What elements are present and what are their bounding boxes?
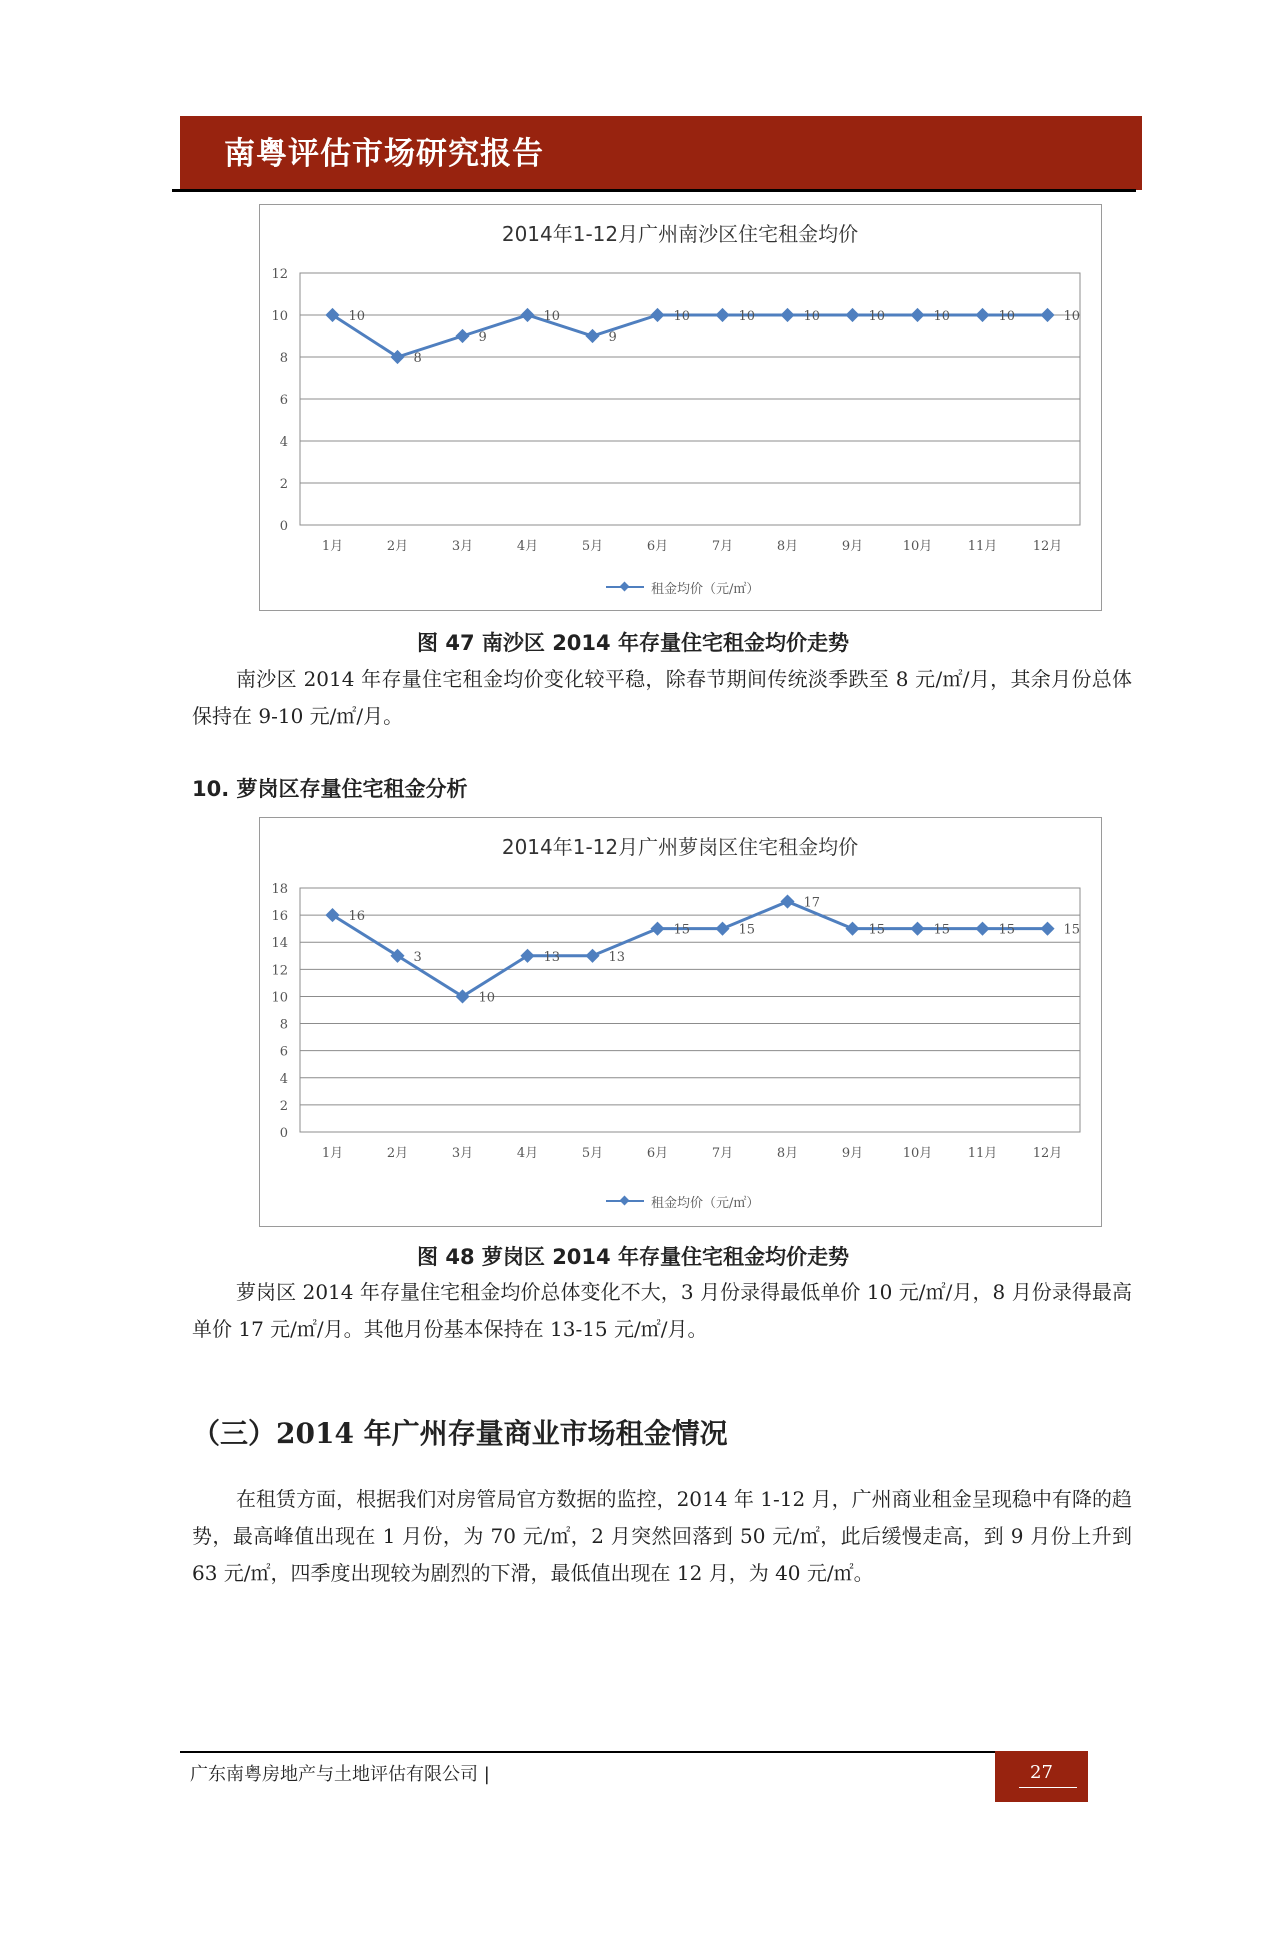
x-tick-label: 10月 <box>902 1146 933 1161</box>
x-tick-label: 7月 <box>711 1146 734 1161</box>
page-number: 27 <box>1030 1762 1053 1783</box>
data-point <box>1040 922 1054 936</box>
x-tick-label: 2月 <box>386 539 409 554</box>
y-tick-label: 0 <box>279 1126 288 1141</box>
data-point <box>975 308 989 322</box>
data-point <box>650 308 664 322</box>
data-point <box>585 329 599 343</box>
x-tick-label: 1月 <box>321 1146 344 1161</box>
x-tick-label: 12月 <box>1032 1146 1063 1161</box>
data-point <box>910 308 924 322</box>
footer-company: 广东南粤房地产与土地评估有限公司 | <box>190 1764 490 1785</box>
data-label: 10 <box>673 309 691 324</box>
data-label: 13 <box>608 949 626 965</box>
y-tick-label: 10 <box>271 990 288 1006</box>
x-tick-label: 3月 <box>451 1146 474 1161</box>
data-label: 15 <box>933 922 951 938</box>
y-tick-label: 2 <box>279 477 288 492</box>
y-tick-label: 8 <box>279 351 288 366</box>
legend-label: 租金均价（元/㎡） <box>651 582 760 597</box>
x-tick-label: 9月 <box>841 1146 864 1161</box>
data-label: 3 <box>413 949 422 965</box>
x-tick-label: 11月 <box>967 1146 998 1161</box>
y-tick-label: 4 <box>279 435 288 450</box>
commercial-rent-paragraph: 在租赁方面，根据我们对房管局官方数据的监控，2014 年 1-12 月，广州商业租金呈现稳中有降的趋势，最高峰值出现在 1 月份，为 70 元/㎡，2 月突然回落到 50 元/㎡，此后缓慢走高，到 9 月份上升到 63 元/㎡，四季度出现较为剧烈的下滑，最低值出现在 12 月，为 40 元/㎡。 <box>192 1487 1132 1585</box>
chart-luogang-svg <box>260 818 1101 1226</box>
x-tick-label: 10月 <box>902 539 933 554</box>
data-label: 10 <box>478 990 496 1006</box>
data-label: 15 <box>738 922 756 938</box>
data-point <box>325 908 339 922</box>
data-point <box>455 329 469 343</box>
y-tick-label: 6 <box>279 393 288 408</box>
data-label: 10 <box>738 309 756 324</box>
y-tick-label: 8 <box>279 1017 288 1033</box>
x-tick-label: 8月 <box>776 1146 799 1161</box>
y-tick-label: 4 <box>279 1071 288 1087</box>
x-tick-label: 12月 <box>1032 539 1063 554</box>
y-tick-label: 18 <box>271 882 288 897</box>
data-point <box>715 308 729 322</box>
x-tick-label: 4月 <box>516 1146 539 1161</box>
data-point <box>715 922 729 936</box>
legend-marker <box>620 1196 630 1206</box>
y-tick-label: 2 <box>279 1098 288 1114</box>
data-label: 15 <box>868 922 886 938</box>
page-number-underline <box>1019 1787 1077 1788</box>
y-tick-label: 14 <box>271 936 288 952</box>
chart-nansha-svg <box>260 205 1101 610</box>
data-point <box>845 922 859 936</box>
x-tick-label: 5月 <box>581 539 604 554</box>
data-label: 10 <box>933 309 951 324</box>
data-label: 10 <box>1063 309 1081 324</box>
data-label: 15 <box>1063 922 1081 938</box>
chart-luogang <box>259 817 1102 1227</box>
data-label: 15 <box>673 922 691 938</box>
y-tick-label: 6 <box>279 1044 288 1060</box>
data-point <box>520 949 534 963</box>
data-label: 17 <box>803 895 821 911</box>
data-point <box>520 308 534 322</box>
x-tick-label: 5月 <box>581 1146 604 1161</box>
x-tick-label: 6月 <box>646 539 669 554</box>
data-point <box>780 894 794 908</box>
y-tick-label: 12 <box>271 267 288 282</box>
header-rule <box>172 189 1136 192</box>
x-tick-label: 11月 <box>967 539 998 554</box>
data-label: 10 <box>543 309 561 324</box>
data-label: 10 <box>998 309 1016 324</box>
figure-caption-48: 图 48 萝岗区 2014 年存量住宅租金均价走势 <box>417 1245 849 1269</box>
figure-caption-47: 图 47 南沙区 2014 年存量住宅租金均价走势 <box>417 631 849 655</box>
data-label: 10 <box>868 309 886 324</box>
x-tick-label: 1月 <box>321 539 344 554</box>
y-tick-label: 16 <box>271 909 288 925</box>
data-label: 9 <box>608 330 617 345</box>
data-point <box>390 949 404 963</box>
footer-rule <box>180 1751 997 1753</box>
luogang-description: 萝岗区 2014 年存量住宅租金均价总体变化不大，3 月份录得最低单价 10 元/㎡/月，8 月份录得最高单价 17 元/㎡/月。其他月份基本保持在 13-15 元/㎡/月。 <box>192 1280 1132 1341</box>
data-label: 10 <box>348 309 366 324</box>
x-tick-label: 4月 <box>516 539 539 554</box>
report-title: 南粤评估市场研究报告 <box>224 136 544 172</box>
x-tick-label: 8月 <box>776 539 799 554</box>
data-point <box>650 922 664 936</box>
section-heading-luogang: 10. 萝岗区存量住宅租金分析 <box>192 777 468 801</box>
y-tick-label: 10 <box>271 309 288 324</box>
data-point <box>585 949 599 963</box>
data-point <box>975 922 989 936</box>
x-tick-label: 2月 <box>386 1146 409 1161</box>
data-label: 16 <box>348 909 366 925</box>
y-tick-label: 0 <box>279 519 288 534</box>
legend-marker <box>620 582 630 592</box>
nansha-description: 南沙区 2014 年存量住宅租金均价变化较平稳，除春节期间传统淡季跌至 8 元/㎡/月，其余月份总体保持在 9-10 元/㎡/月。 <box>192 667 1132 728</box>
data-point <box>780 308 794 322</box>
chart-title: 2014年1-12月广州萝岗区住宅租金均价 <box>501 835 859 859</box>
data-point <box>845 308 859 322</box>
data-label: 10 <box>803 309 821 324</box>
data-point <box>1040 308 1054 322</box>
chart-nansha <box>259 204 1102 611</box>
data-point <box>455 989 469 1003</box>
data-label: 15 <box>998 922 1016 938</box>
x-tick-label: 7月 <box>711 539 734 554</box>
data-label: 8 <box>413 351 422 366</box>
data-label: 9 <box>478 330 487 345</box>
x-tick-label: 6月 <box>646 1146 669 1161</box>
legend-label: 租金均价（元/㎡） <box>651 1196 760 1211</box>
section-heading-commercial: （三）2014 年广州存量商业市场租金情况 <box>192 1417 728 1450</box>
series-line <box>333 902 1048 997</box>
x-tick-label: 3月 <box>451 539 474 554</box>
data-label: 13 <box>543 949 561 965</box>
chart-title: 2014年1-12月广州南沙区住宅租金均价 <box>501 222 859 246</box>
y-tick-label: 12 <box>271 963 288 979</box>
x-tick-label: 9月 <box>841 539 864 554</box>
data-point <box>910 922 924 936</box>
